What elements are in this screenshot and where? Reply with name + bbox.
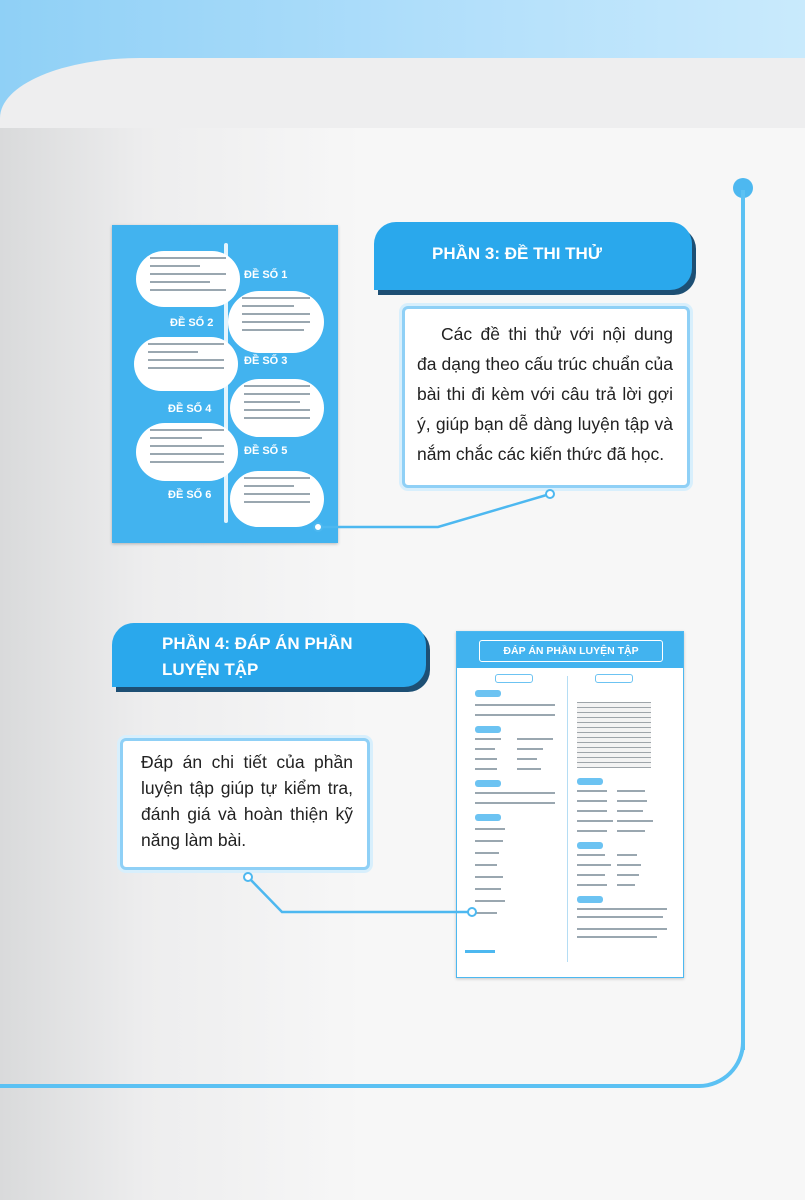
thumbnail-label-1: ĐỀ SỐ 1 [244,269,288,281]
section4-title: PHẦN 4: ĐÁP ÁN PHẦN LUYỆN TẬP [162,634,353,679]
connector-section3 [318,494,550,527]
connector-dot [244,873,252,881]
section3-description: Các đề thi thử với nội dung đa dạng theo cấu trúc chuẩn của bài thi đi kèm với câu trả lời gợi ý, giúp bạn dễ dàng luyện tập và nắm chắc các kiến thức đã học. [417,324,673,464]
thumbnail-label-4: ĐỀ SỐ 4 [168,403,212,415]
thumbnail-label-2: ĐỀ SỐ 2 [170,317,214,329]
section3-title: PHẦN 3: ĐỀ THI THỬ [432,244,602,263]
connector-section4 [248,877,472,912]
connector-dot [546,490,554,498]
section4-description: Đáp án chi tiết của phần luyện tập giúp tự kiểm tra, đánh giá và hoàn thiện kỹ năng làm bài. [141,752,353,850]
thumbnail-label-5: ĐỀ SỐ 5 [244,445,288,457]
thumbnail-label-6: ĐỀ SỐ 6 [168,489,212,501]
thumbnail-title: ĐÁP ÁN PHẦN LUYỆN TẬP [479,640,663,662]
connector-dot [314,523,322,531]
connector-dot [468,908,476,916]
thumbnail-label-3: ĐỀ SỐ 3 [244,355,288,367]
